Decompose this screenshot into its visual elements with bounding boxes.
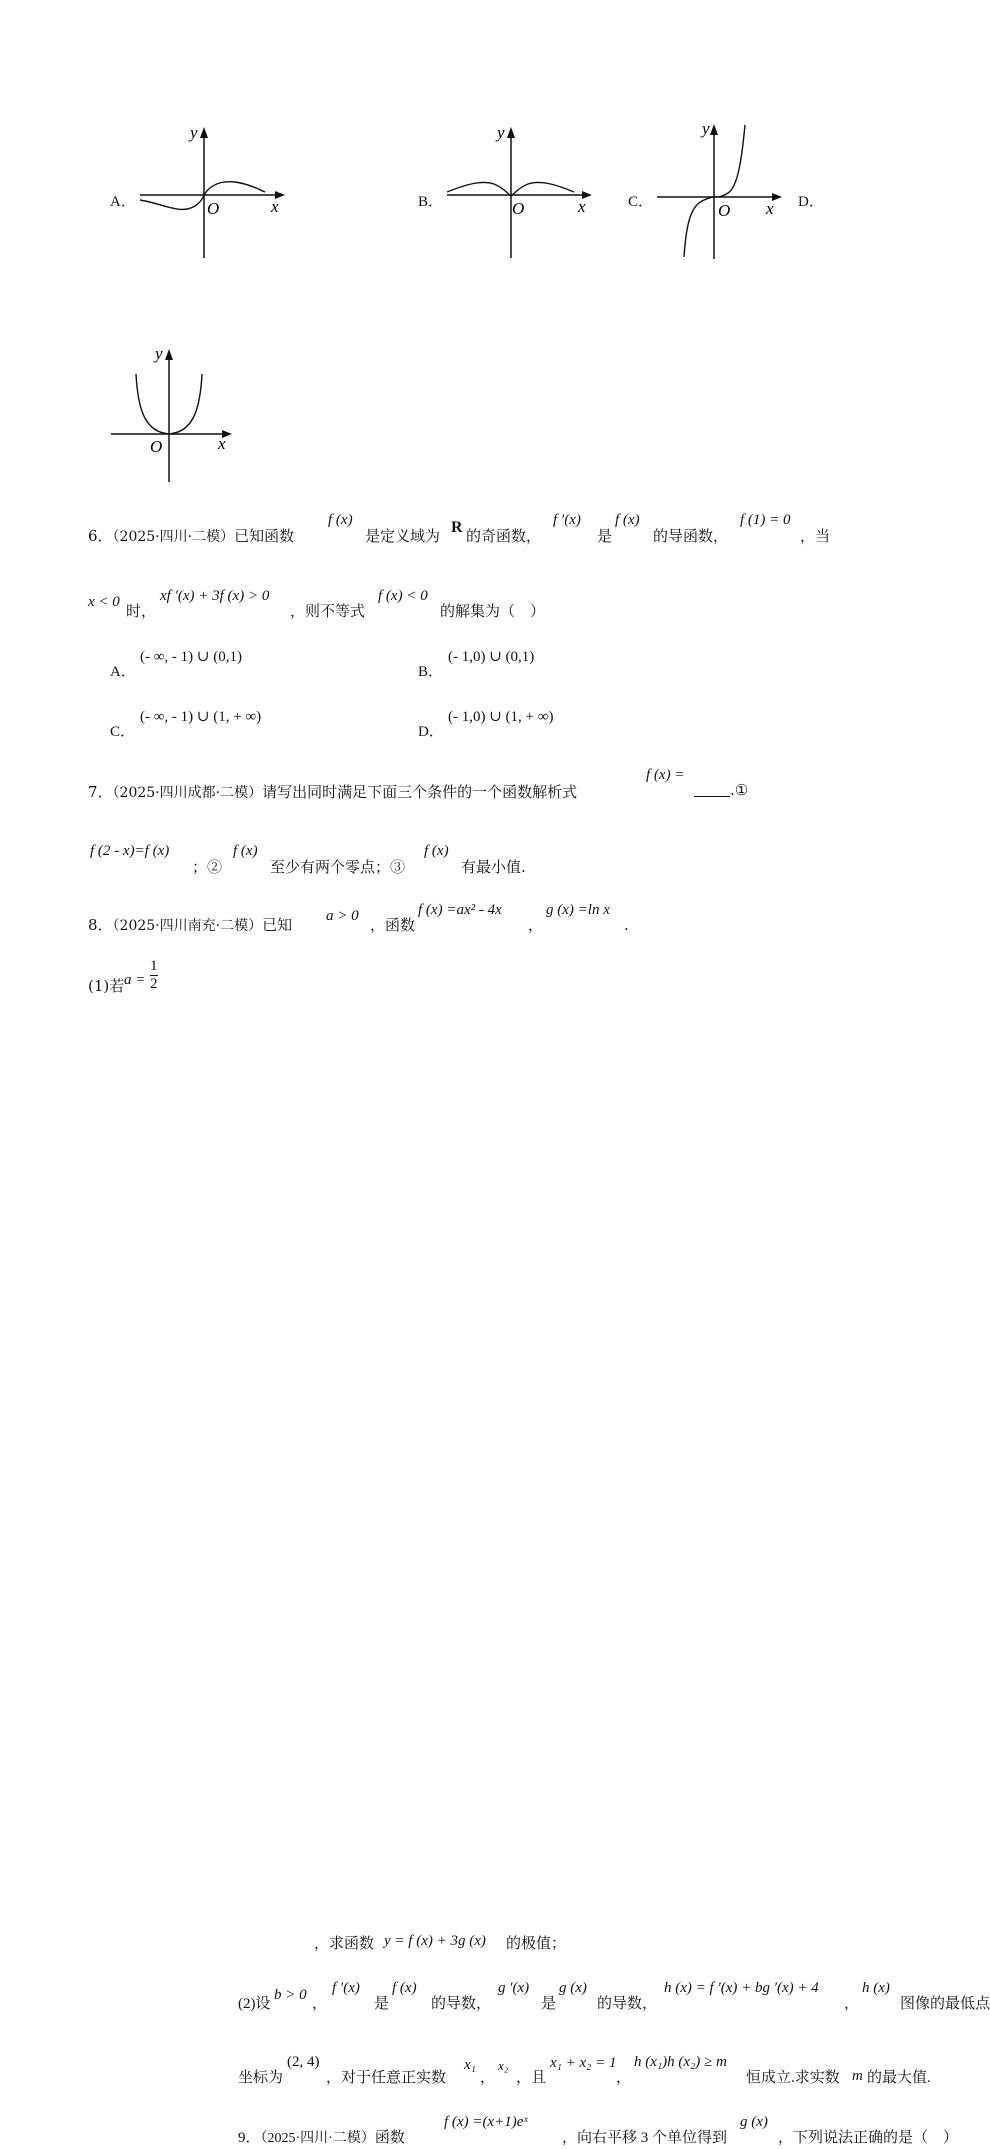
q6-choice-a: (- ∞, - 1) ∪ (0,1) xyxy=(140,649,242,665)
graph-b xyxy=(442,120,597,260)
y-arrow-icon xyxy=(507,127,515,138)
q6-f-x: f (x) xyxy=(328,512,353,528)
q6-choice-c: (- ∞, - 1) ∪ (1, + ∞) xyxy=(140,709,262,725)
svg-text:O: O xyxy=(512,199,525,218)
svg-text:O: O xyxy=(718,201,731,220)
q8-line1: 8．（2025·四川南充·二模）已知 xyxy=(88,916,293,934)
option-c-label: C． xyxy=(628,194,654,210)
x-label: x xyxy=(271,197,279,216)
svg-text:y: y xyxy=(702,119,710,138)
q6-line1: 6．（2025·四川·二模）已知函数 xyxy=(88,527,295,545)
graph-a xyxy=(135,120,290,260)
y-arrow-icon xyxy=(200,127,208,138)
q7-blank: .① xyxy=(694,780,748,800)
q6-choice-d: (- 1,0) ∪ (1, + ∞) xyxy=(448,709,554,725)
q7-line1: 7．（2025·四川成都·二模）请写出同时满足下面三个条件的一个函数解析式 xyxy=(88,783,578,801)
y-arrow-icon xyxy=(165,349,173,360)
svg-text:y: y xyxy=(497,123,505,142)
svg-text:x: x xyxy=(578,197,586,216)
svg-text:x: x xyxy=(218,434,226,453)
graph-d xyxy=(108,342,243,484)
option-b-label: B． xyxy=(418,194,444,210)
q6-R: R xyxy=(451,519,463,536)
q9-line1: 9．（2025·四川·二模）函数 xyxy=(238,2130,405,2146)
q6-choice-b: (- 1,0) ∪ (0,1) xyxy=(448,649,535,665)
y-label: y xyxy=(190,123,198,142)
svg-text:x: x xyxy=(766,199,774,218)
graph-c xyxy=(652,117,787,262)
svg-text:y: y xyxy=(155,344,163,363)
option-d-label: D． xyxy=(798,194,824,210)
svg-text:O: O xyxy=(150,437,163,456)
y-arrow-icon xyxy=(710,124,718,135)
q8-fraction: 1 2 ，求函数 y = f (x) + 3g (x) 的极值； (2)设 b > 0 ， f ′(x) 是 f (x) 的导数， g ′(x) 是 g (x) 的导数， h (x) = f ′(x) + bg ′(x) + 4 ， h (x) 图像的最低点 坐标为 (2, 4) ，对于任意正实数 x₁ ， x₂ ，且 x₁ + x₂ = 1 ， h (x₁)h (x₂) ≥ m 恒成立.求实数 m 的最大值. 9．（2025·四川·二模）函数 f (x) =(x+1)eˣ ，向右平移 3 个单位得到 g (x) ，下列说法正确的是（ ） xyxy=(150,958,158,993)
origin-label: O xyxy=(207,199,220,218)
option-a-label: A． xyxy=(110,194,136,210)
